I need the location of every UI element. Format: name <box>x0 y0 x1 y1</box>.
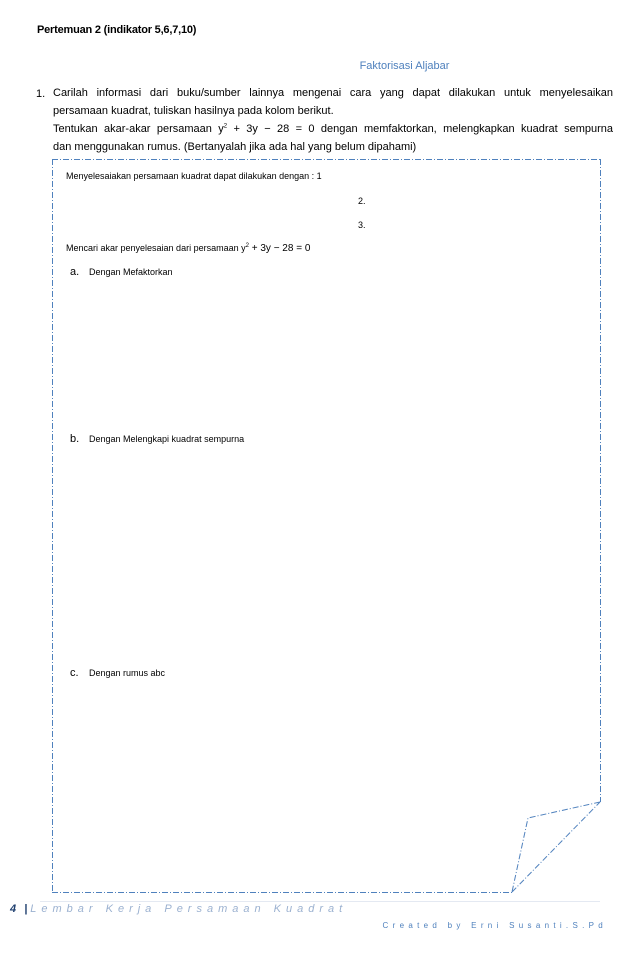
roots-intro <box>66 243 310 254</box>
question-line-3-sup: 2 <box>223 123 228 130</box>
item-factoring <box>70 266 173 278</box>
methods-intro: Menyelesaiakan persamaan kuadrat dapat dilakukan dengan : 1 <box>66 171 322 181</box>
item-abc-formula-label: Dengan rumus abc <box>89 668 166 678</box>
item-completing-square-letter: b. <box>70 433 80 445</box>
section-title: Faktorisasi Aljabar <box>359 60 450 72</box>
question-line-3-after: + 3y − 28 = 0 dengan memfaktorkan, melengkapkan kuadrat sempurna <box>227 123 613 135</box>
footer-credit: Created by Erni Susanti.S.Pd <box>382 921 607 930</box>
question-line-3-before: Tentukan akar-akar persamaan y <box>53 123 224 135</box>
fold-flap <box>512 802 600 892</box>
footer-doc-title: Lembar Kerja Persamaan Kuadrat <box>30 903 348 915</box>
roots-intro-after: + 3y − 28 = 0 <box>248 243 311 254</box>
question-number: 1. <box>36 88 46 100</box>
question-text <box>53 84 613 156</box>
question-line-2: persamaan kuadrat, tuliskan hasilnya pada kolom berikut. <box>53 105 334 117</box>
question-line-3 <box>53 120 613 138</box>
item-abc-formula <box>70 667 165 679</box>
roots-intro-sup: 2 <box>245 243 249 249</box>
item-factoring-letter: a. <box>70 266 80 278</box>
footer-page-label <box>10 903 347 915</box>
item-completing-square <box>70 433 244 445</box>
roots-intro-before: Mencari akar penyelesaian dari persamaan y <box>66 243 246 253</box>
item-factoring-label: Dengan Mefaktorkan <box>89 267 173 277</box>
item-completing-square-label: Dengan Melengkapi kuadrat sempurna <box>89 434 245 444</box>
method-2: 2. <box>358 196 366 206</box>
page-number: 4 <box>10 903 17 915</box>
footer-separator: | <box>24 903 28 915</box>
item-abc-formula-letter: c. <box>70 667 79 679</box>
meeting-title: Pertemuan 2 (indikator 5,6,7,10) <box>37 24 197 36</box>
fold-diagonal <box>512 802 600 892</box>
question-line-4: dan menggunakan rumus. (Bertanyalah jika ada hal yang belum dipahami) <box>53 141 417 153</box>
method-3: 3. <box>358 220 366 230</box>
question-line-1: Carilah informasi dari buku/sumber lainnya mengenai cara yang dapat dilakukan untuk menyelesaikan <box>53 87 613 99</box>
